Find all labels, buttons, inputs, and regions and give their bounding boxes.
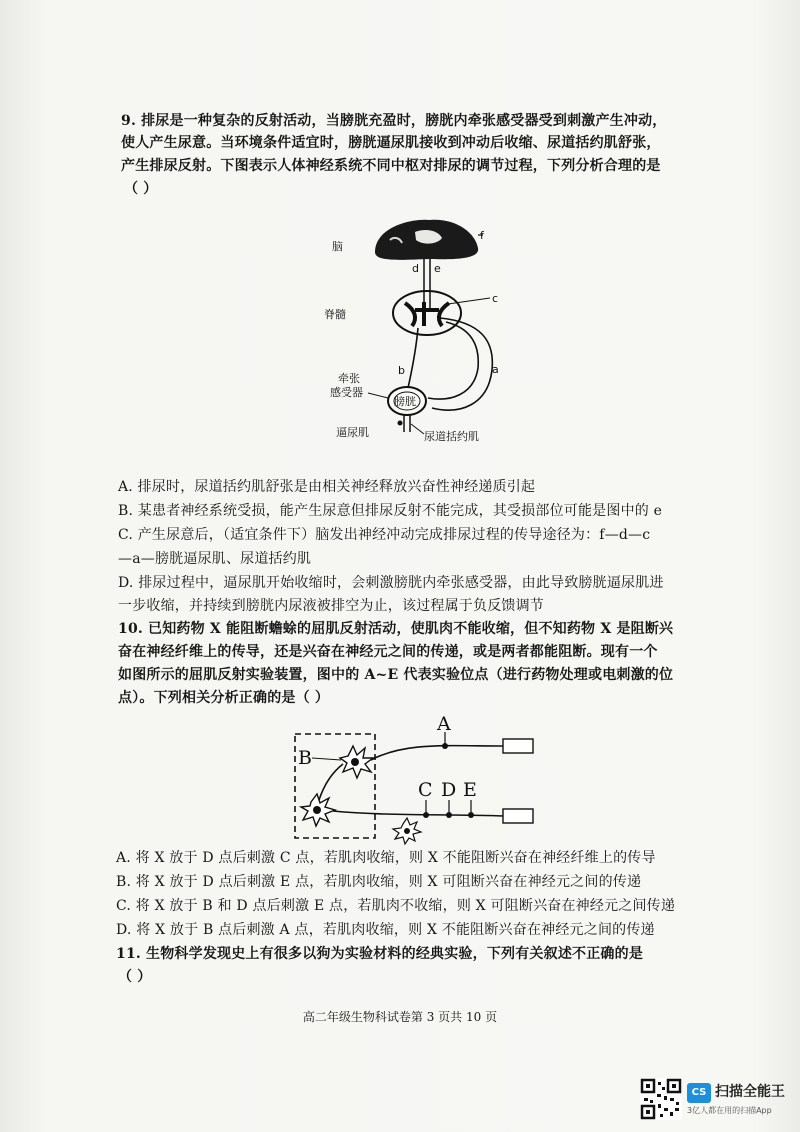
q11-stem-line-2: （ ） <box>118 969 152 985</box>
effector-box <box>503 809 533 823</box>
q9-stem-line-3: 产生排尿反射。下图表示人体神经系统不同中枢对排尿的调节过程，下列分析合理的是 <box>121 158 661 174</box>
label-spinal-cord: 脊髓 <box>324 308 346 321</box>
label-C: C <box>418 779 433 801</box>
label-f: f <box>480 229 484 242</box>
q10-option-c: C. 将 X 放于 B 和 D 点后刺激 E 点，若肌肉不收缩，则 X 可阻断兴奋在神经元之间传递 <box>116 898 676 914</box>
q10-stem-line-3: 如图所示的屈肌反射实验装置，图中的 A~E 代表实验位点（进行药物处理或电刺激的位 <box>118 667 674 683</box>
q9-option-d-cont: 一步收缩，并持续到膀胱内尿液被排空为止，该过程属于负反馈调节 <box>118 598 544 614</box>
camscanner-logo: CS <box>687 1083 711 1103</box>
point-e-marker <box>468 812 474 818</box>
nerve-a <box>432 318 492 410</box>
q11-stem-line-1: 11. 生物科学发现史上有很多以狗为实验材料的经典实验，下列有关叙述不正确的是 <box>116 946 644 962</box>
label-sphincter: 尿道括约肌 <box>424 430 479 443</box>
receptor-box <box>503 739 533 753</box>
label-A: A <box>437 713 451 735</box>
label-b: b <box>398 364 405 377</box>
q9-option-d: D. 排尿过程中，逼尿肌开始收缩时，会刺激膀胱内牵张感受器，由此导致膀胱逼尿肌进 <box>118 575 664 591</box>
label-D: D <box>441 779 457 801</box>
label-bladder: 膀胱 <box>394 395 416 408</box>
q9-option-c-cont: —a—膀胱逼尿肌、尿道括约肌 <box>118 551 312 567</box>
q10-option-d: D. 将 X 放于 B 点后刺激 A 点，若肌肉收缩，则 X 不能阻断兴奋在神经元之间的传递 <box>116 922 655 938</box>
qr-code-icon <box>640 1078 682 1120</box>
label-E: E <box>463 779 477 801</box>
label-c: c <box>492 292 499 305</box>
label-B: B <box>298 747 312 769</box>
point-c-marker <box>423 812 429 818</box>
q9-option-a: A. 排尿时，尿道括约肌舒张是由相关神经释放兴奋性神经递质引起 <box>118 479 536 495</box>
efferent-fiber <box>333 811 505 816</box>
label-e: e <box>434 262 441 275</box>
q9-stem-line-1: 9. 排尿是一种复杂的反射活动，当膀胱充盈时，膀胱内牵张感受器受到刺激产生冲动， <box>121 113 667 129</box>
label-brain: 脑 <box>332 240 343 253</box>
q10-option-b: B. 将 X 放于 D 点后刺激 E 点，若肌肉收缩，则 X 可阻断兴奋在神经元之间的传递 <box>116 874 642 890</box>
q10-stem-line-1: 10. 已知药物 X 能阻断蟾蜍的屈肌反射活动，使肌肉不能收缩，但不知药物 X 是阻断兴 <box>118 621 674 637</box>
label-receptor-2: 感受器 <box>330 386 363 399</box>
interneuron-fiber <box>319 764 343 800</box>
label-receptor-1: 牵张 <box>338 372 360 385</box>
q10-reflex-diagram <box>285 712 545 847</box>
label-d: d <box>412 262 419 275</box>
camscanner-name: 扫描全能王 <box>715 1084 785 1100</box>
grey-matter <box>405 302 449 326</box>
q10-stem-line-2: 奋在神经纤维上的传导，还是兴奋在神经元之间的传递，或是两者都能阻断。现有一个 <box>118 644 658 660</box>
label-a: a <box>492 363 499 376</box>
q9-stem-line-2: 使人产生尿意。当环境条件适宜时，膀胱逼尿肌接收到冲动后收缩、尿道括约肌舒张， <box>121 135 661 151</box>
page-footer: 高二年级生物科试卷第 3 页共 10 页 <box>302 1010 498 1024</box>
q9-option-b: B. 某患者神经系统受损，能产生尿意但排尿反射不能完成，其受损部位可能是图中的 e <box>118 503 663 519</box>
q10-option-a: A. 将 X 放于 D 点后刺激 C 点，若肌肉收缩，则 X 不能阻断兴奋在神经纤维上的传导 <box>116 850 656 866</box>
spinal-cord-outline <box>393 291 461 335</box>
sphincter-pointer <box>411 424 424 434</box>
q9-option-c: C. 产生尿意后，（适宜条件下）脑发出神经冲动完成排尿过程的传导途径为：f—d—c <box>118 527 651 543</box>
afferent-fiber <box>371 746 505 760</box>
nerve-b <box>408 328 418 388</box>
q9-neural-diagram <box>320 210 540 455</box>
q10-stem-line-4: 点）。下列相关分析正确的是（ ） <box>118 690 330 706</box>
detrusor-marker <box>398 421 403 426</box>
camscanner-tagline: 3亿人都在用的扫描App <box>687 1106 772 1115</box>
q9-stem-line-4: （ ） <box>124 181 158 197</box>
point-d-marker <box>446 812 452 818</box>
label-detrusor: 逼尿肌 <box>336 426 369 439</box>
